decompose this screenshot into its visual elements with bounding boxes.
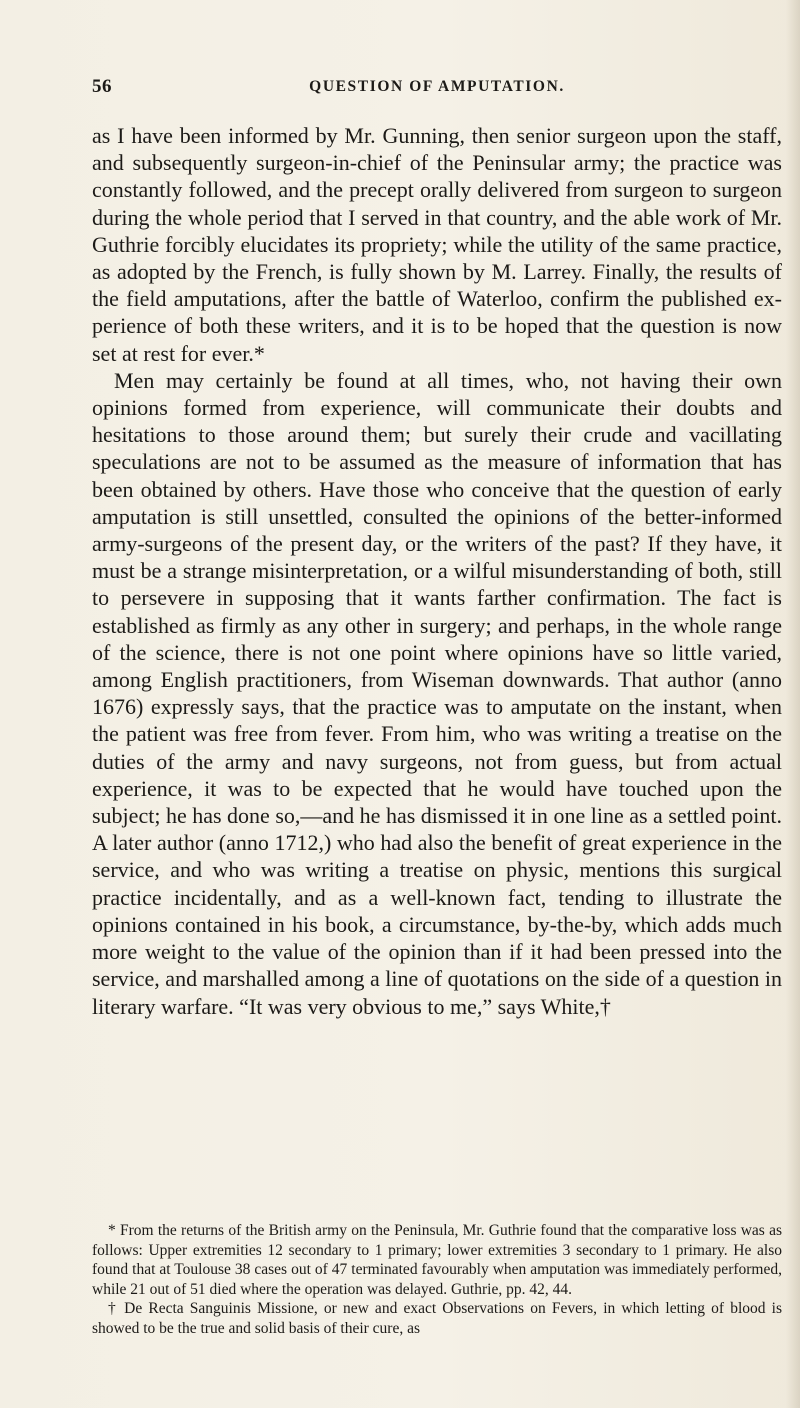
body-text xyxy=(92,122,782,1020)
page-edge-shadow xyxy=(786,0,800,1408)
page-number: 56 xyxy=(92,76,112,97)
footnote-dagger: † De Recta Sanguinis Missione, or new and exact Observations on Fevers, in which letting of blood is showed to be the true and solid basis of their cure, as xyxy=(92,1300,782,1337)
paragraph-continued: as I have been informed by Mr. Gunning, then senior surgeon upon the staff, and subsequently surgeon-in-chief of the Peninsular army; the practice was constantly followed, and the precept orally delivered from surgeon to surgeon during the whole period that I served in that country, and the able work of Mr. Guthrie forcibly elucidates its propriety; while the utility of the same practice, as adopted by the French, is fully shown by M. Larrey. Finally, the results of the field amputations, after the battle of Waterloo, confirm the published experience of both these writers, and it is to be hoped that the question is now set at rest for ever.* xyxy=(92,123,782,366)
footnotes xyxy=(92,1221,782,1339)
running-head: QUESTION OF AMPUTATION. xyxy=(309,78,565,95)
page-header xyxy=(92,76,782,102)
paragraph: Men may certainly be found at all times, who, not having their own opinions formed from experience, will communicate their doubts and hesitations to those around them; but surely their crude and vacillating speculations are not to be assumed as the measure of information that has been obtained by others. Have those who conceive that the question of early amputation is still unsettled, consulted the opinions of the better-informed army-surgeons of the present day, or the writers of the past? If they have, it must be a strange misinterpretation, or a wilful misunderstanding of both, still to persevere in supposing that it wants farther confirmation. The fact is established as firmly as any other in surgery; and perhaps, in the whole range of the science, there is not one point where opinions have so little varied, among English practitioners, from Wiseman downwards. That author (anno 1676) expressly says, that the practice was to amputate on the instant, when the patient was free from fever. From him, who was writing a treatise on the duties of the army and navy surgeons, not from guess, but from actual experience, it was to be expected that he would have touched upon the subject; he has done so,—and he has dismissed it in one line as a settled point. A later author (anno 1712,) who had also the benefit of great experience in the service, and who was writing a treatise on physic, mentions this surgical practice incidentally, and as a well-known fact, tending to illustrate the opinions contained in his book, a circumstance, by-the-by, which adds much more weight to the value of the opinion than if it had been pressed into the service, and marshalled among a line of quotations on the side of a question in literary warfare. “It was very obvious to me,” says White,† xyxy=(92,367,782,1019)
footnote-asterisk: * From the returns of the British army on the Peninsula, Mr. Guthrie found that the comparative loss was as follows: Upper extremities 12 secondary to 1 primary; lower extremities 3 secondary to 1 primary. He also found that at Toulouse 38 cases out of 47 terminated favourably when amputation was immediately performed, while 21 out of 51 died where the operation was delayed. Guthrie, pp. 42, 44. xyxy=(92,1222,782,1298)
